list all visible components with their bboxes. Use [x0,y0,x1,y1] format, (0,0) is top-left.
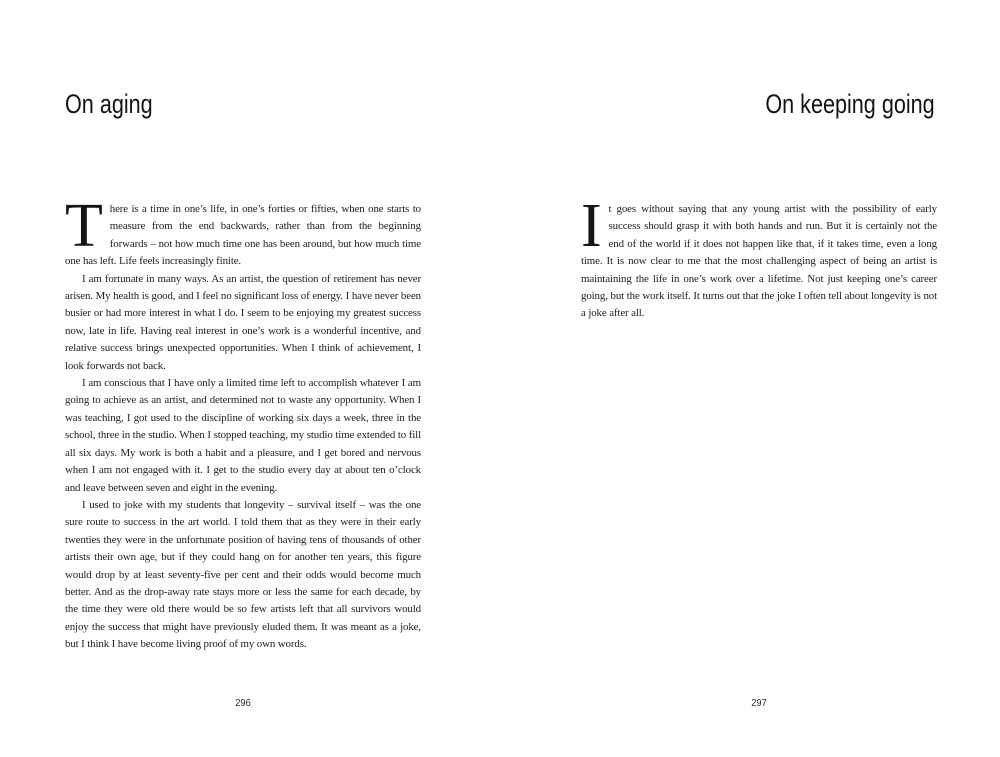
right-page-body [581,192,937,323]
drop-cap-letter: T [65,192,103,260]
left-page-heading: On aging [65,89,153,119]
opening-paragraph [581,192,937,323]
opening-paragraph-text: here is a time in one’s life, in one’s forties or fifties, when one starts to measure from the end backwards, rather than from the beginning forwards – not how much time one has been around, but how much time one has left. Life feels increasingly finite. [65,203,421,268]
body-paragraph: I am fortunate in many ways. As an artist, the question of retirement has never arisen. My health is good, and I feel no significant loss of energy. I have never been busier or had more interest in what I do. I seem to be enjoying my greatest success now, late in life. Having real interest in one’s work is a wonderful incentive, and relative success brings unexpected opportunities. When I think of achievement, I look forwards not back. [65,272,421,372]
left-page-number: 296 [235,697,251,709]
drop-cap-letter: I [581,192,602,260]
right-page-number: 297 [751,697,767,709]
body-paragraph: I am conscious that I have only a limited time left to accomplish whatever I am going to achieve as an artist, and determined not to waste any opportunity. When I was teaching, I got used to the discipline of working six days a week, three in the school, three in the studio. When I stopped teaching, my studio time extended to fill all six days. My work is both a habit and a pleasure, and I get bored and nervous when I am not engaged with it. I get to the studio every day at about ten o’clock and leave between seven and eight in the evening. [65,377,421,494]
opening-paragraph-text: t goes without saying that any young artist with the possibility of early success should grasp it with both hands and run. But it is certainly not the end of the world if it does not happen like that, if it takes time, even a long time. It is now clear to me that the most challenging aspect of being an artist is maintaining the life in one’s work over a lifetime. Not just keeping one’s career going, but the work itself. It turns out that the joke I often tell about longevity is not a joke after all. [581,203,937,320]
right-page-heading: On keeping going [765,89,935,119]
body-paragraph: I used to joke with my students that longevity – survival itself – was the one sure route to success in the art world. I told them that as they were in their early twenties they were in the unfortunate position of having tens of thousands of other artists their own age, but if they could hang on for another ten years, this figure would drop by at least seventy-five per cent and their odds would become much better. And as the drop-away rate stays more or less the same for each decade, by the time they were old there would be so few artists left that all survivors would enjoy the success that might have previously eluded them. It was meant as a joke, but I think I have become living proof of my own words. [65,498,421,651]
left-page-body [65,192,421,654]
opening-paragraph [65,192,421,271]
